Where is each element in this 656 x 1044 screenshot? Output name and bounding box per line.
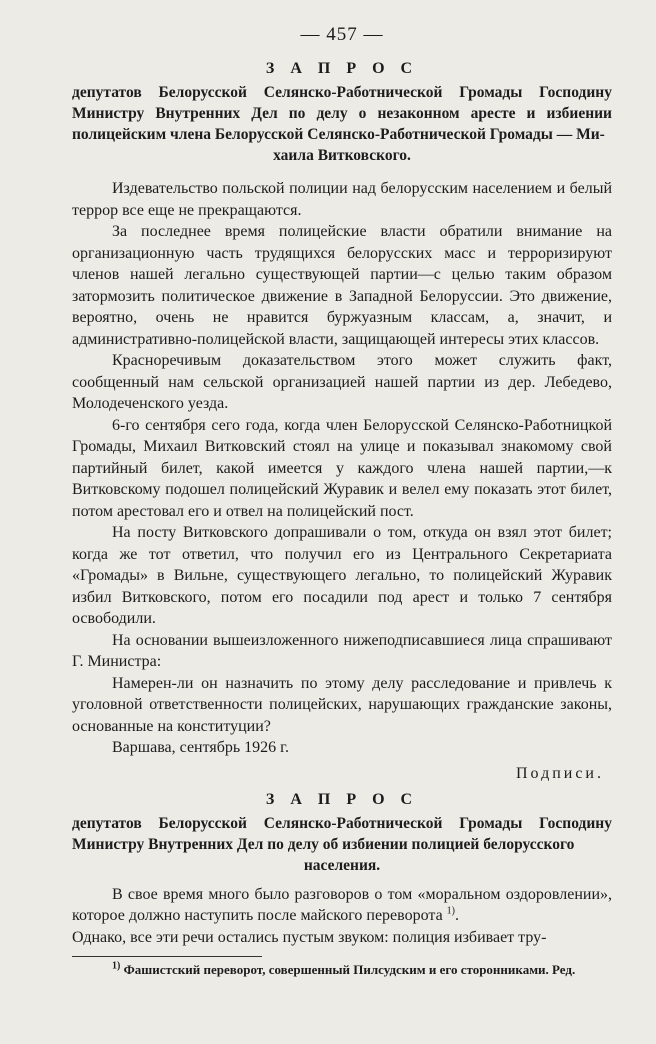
request-1-heading: З А П Р О С <box>265 60 419 77</box>
request-2-subhead <box>72 813 612 876</box>
request-1-subhead <box>72 82 612 166</box>
request-2-subhead-tail: населения. <box>303 856 381 874</box>
request-2-paragraph: Однако, все эти речи остались пустым звуком: полиция избивает тру- <box>72 928 547 946</box>
request-1-paragraph: Красноречивым доказательством этого может служить факт, сообщенный нам сельской организацией нашей партии из дер. Лебедево, Молодеченского уезда. <box>72 352 612 412</box>
request-1-date: Варшава, сентябрь 1926 г. <box>112 739 289 756</box>
request-1-signature: Подписи. <box>515 764 604 782</box>
request-2 <box>72 791 612 949</box>
request-2-paragraph-text: В свое время много было разговоров о том «моральном оздоровлении», которое должно наступить после майского переворота <box>72 885 612 924</box>
page-number: — 457 — <box>300 24 384 45</box>
request-1-paragraph: Намерен-ли он назначить по этому делу расследование и привлечь к уголовной ответственности полицейских, нарушающих гражданские законы, основанные на конституции? <box>72 674 612 735</box>
request-1-paragraph: 6-го сентября сего года, когда член Белорусской Селянско-Работницкой Громады, Михаил Витковский стоял на улице и показывал знакомому свой партийный билет, какой имеется у каждого члена нашей партии,—к Витковскому подошел полицейский Журавик и велел ему показать этот билет, потом арестовал его и отвел на полицейский пост. <box>72 416 612 520</box>
footnote-text: Фашистский переворот, совершенный Пилсудским и его сторонниками. Ред. <box>123 962 576 977</box>
request-1-subhead-tail: хаила Витковского. <box>273 147 411 164</box>
footnote-marker: 1) <box>112 960 121 972</box>
request-1-paragraph: Издевательство польской полиции над белорусским населением и белый террор все еще не прекращаются. <box>72 180 612 219</box>
request-2-paragraph: В свое время много было разговоров о том «моральном оздоровлении», которое должно наступить после майского переворота $^{1)}$. <box>72 885 612 924</box>
request-1-paragraph: На посту Витковского допрашивали о том, откуда он взял этот билет; когда же тот ответил, что получил его из Центрального Секретариата «Громады» в Вильне, существующего легально, то полицейский Журавик избил Витковского, потом его посадили под арест и только 7 сентября освободили. <box>72 524 612 627</box>
request-2-heading: З А П Р О С <box>265 790 419 808</box>
request-2-subhead-main: депутатов Белорусской Селянско-Работнической Громады Господину Министру Внутренних Дел по делу об избиении полицией белорусского <box>72 814 612 853</box>
request-1-paragraph: На основании вышеизложенного нижеподписавшиеся лица спрашивают Г. Министра: <box>72 631 612 670</box>
footnote-reference: 1) <box>446 905 456 917</box>
footnote-divider <box>72 956 262 957</box>
footnote <box>72 961 612 978</box>
request-1 <box>72 60 612 783</box>
request-1-paragraph: За последнее время полицейские власти обратили внимание на организационную часть трудящихся белорусских масс и терроризируют членов нашей легально существующей партии—с целью таким образом затормозить политическое движение в Западной Белоруссии. Это движение, вероятно, очень не нравится буржуазным классам, а, значит, и административно-полицейской власти, защищающей интересы этих классов. <box>72 223 612 348</box>
request-1-subhead-main: депутатов Белорусской Селянско-Работнической Громады Господину Министру Внутренних Дел по делу о незаконном аресте и избиении полицейским члена Белорусской Селянско-Работнической Громады — Ми- <box>72 84 612 143</box>
